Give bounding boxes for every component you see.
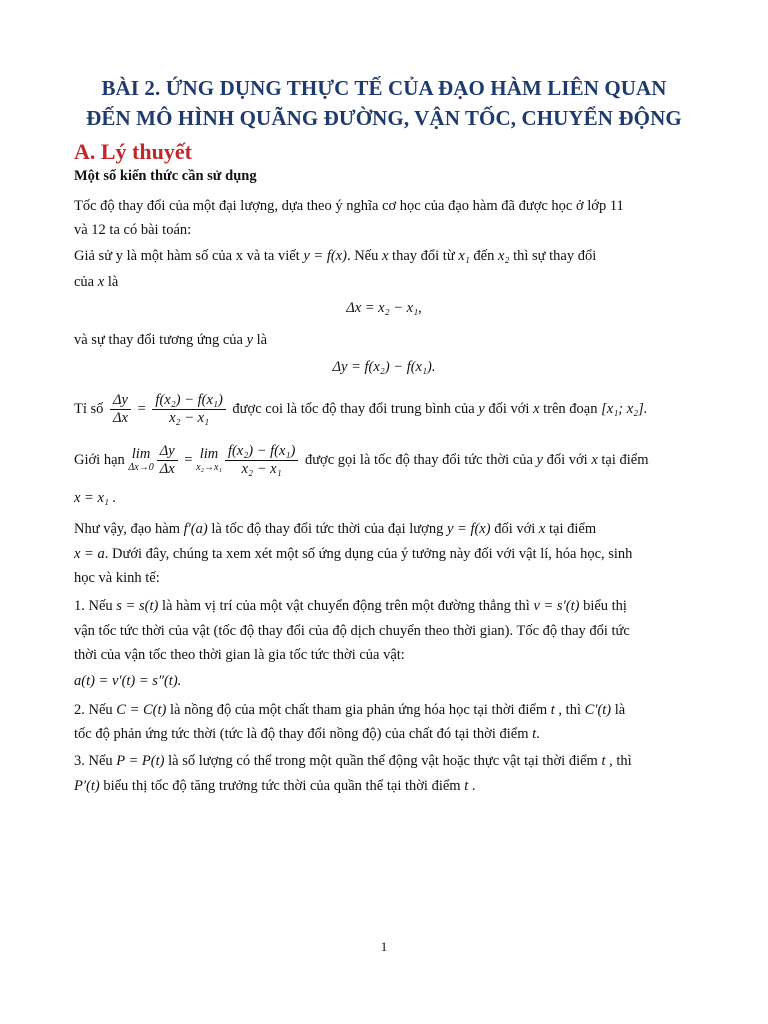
paragraph-3 — [74, 328, 714, 352]
text: 3. Nếu — [74, 753, 117, 769]
text: Như vậy, đạo hàm — [74, 521, 184, 537]
fraction — [152, 392, 225, 427]
math: t — [550, 702, 555, 718]
text: Giả sử y là một hàm số của x và ta viết — [74, 248, 304, 264]
math: y — [246, 332, 254, 348]
math: t — [601, 753, 606, 769]
text: Tỉ số — [74, 400, 108, 417]
item-1b: vận tốc tức thời của vật (tốc độ thay đổi của độ dịch chuyển theo thời gian). Tốc độ thay đổi tức — [74, 623, 630, 639]
text: trên đoạn — [539, 400, 602, 417]
text: của — [74, 274, 98, 290]
text: đối với — [542, 451, 592, 468]
text: tốc độ phản ứng tức thời (tức là độ thay đổi nồng độ) của chất đó tại thời điểm — [74, 726, 533, 742]
math: v = s′(t) — [533, 598, 580, 614]
section-heading: A. Lý thuyết — [74, 139, 192, 164]
text: là số lượng có thể trong một quần thể động vật hoặc thực vật tại thời điểm — [164, 753, 602, 769]
item-2b — [74, 722, 714, 746]
text: là — [104, 274, 119, 290]
text: biểu thị tốc độ tăng trưởng tức thời của quần thể tại thời điểm — [99, 778, 465, 794]
text: là tốc độ thay đổi tức thời của đại lượng — [207, 521, 447, 537]
page-number: 1 — [380, 939, 388, 954]
paragraph-6a — [74, 517, 714, 541]
text: 2. Nếu — [74, 702, 117, 718]
denominator: x₂ − x₁ — [241, 461, 282, 477]
title-line-2: ĐẾN MÔ HÌNH QUÃNG ĐƯỜNG, VẬN TỐC, CHUYỂN ĐỘNG — [86, 106, 682, 130]
math: y — [536, 451, 543, 468]
text: là hàm vị trí của một vật chuyển động trên một đường thẳng thì — [158, 598, 534, 614]
math: x — [97, 274, 105, 290]
math: C′(t) — [584, 702, 612, 718]
limit — [128, 447, 153, 475]
limit — [196, 447, 222, 475]
fraction — [157, 443, 178, 478]
item-3a — [74, 749, 714, 773]
math: t — [464, 778, 469, 794]
math: P′(t) — [74, 778, 100, 794]
text: đến — [469, 248, 498, 264]
item-3b — [74, 774, 714, 798]
text: thay đổi từ — [388, 248, 459, 264]
paragraph-2b — [74, 270, 714, 294]
fraction — [110, 392, 131, 427]
paragraph-6c: học và kinh tế: — [74, 570, 160, 586]
lim-text: lim — [131, 445, 151, 462]
numerator: f(x₂) − f(x₁) — [152, 392, 225, 410]
text: = — [180, 451, 197, 468]
text: . — [468, 778, 476, 794]
paragraph-2a — [74, 244, 714, 268]
math: s = s(t) — [116, 598, 159, 614]
lim-text: lim — [199, 445, 219, 462]
paragraph-6b — [74, 542, 714, 566]
numerator: Δy — [157, 443, 178, 461]
math: x₁ — [458, 248, 470, 264]
text: . Nếu — [346, 248, 382, 264]
text: được gọi là tốc độ thay đổi tức thời của — [301, 451, 537, 468]
text: là — [253, 332, 268, 348]
subheading: Một số kiến thức cần sử dụng — [74, 168, 257, 184]
math: x — [533, 400, 540, 417]
math: t — [532, 726, 537, 742]
paragraph-1b: và 12 ta có bài toán: — [74, 222, 192, 238]
text: = — [133, 400, 150, 417]
math: x — [591, 451, 598, 468]
denominator: x₂ − x₁ — [169, 410, 210, 426]
fraction — [225, 443, 298, 478]
equation-delta-x: Δx = x₂ − x₁, — [346, 300, 422, 316]
denominator: Δx — [159, 461, 175, 477]
math: x = a — [74, 546, 105, 562]
math: y = f(x) — [446, 521, 491, 537]
text: tại điểm — [597, 451, 649, 468]
text: biểu thị — [579, 598, 627, 614]
item-1c: thời của vận tốc theo thời gian là gia tốc tức thời của vật: — [74, 647, 405, 663]
item-2a — [74, 698, 714, 722]
numerator: Δy — [110, 392, 131, 410]
text: và sự thay đổi tương ứng của — [74, 332, 247, 348]
text: đối với — [490, 521, 539, 537]
title-line-1: BÀI 2. ỨNG DỤNG THỰC TẾ CỦA ĐẠO HÀM LIÊN QUAN — [101, 76, 667, 100]
math: x₂ — [497, 248, 510, 264]
text: được coi là tốc độ thay đổi trung bình của — [228, 400, 479, 417]
math: y = f(x) — [303, 248, 347, 264]
text: , thì — [554, 702, 585, 718]
text: là nồng độ của một chất tham gia phản ứng hóa học tại thời điểm — [166, 702, 551, 718]
equation-delta-y: Δy = f(x₂) − f(x₁). — [332, 359, 436, 375]
lim-under: Δx→0 — [128, 461, 154, 473]
math: C = C(t) — [116, 702, 167, 718]
math: f′(a) — [183, 521, 208, 537]
text: . — [536, 726, 540, 742]
paragraph-4 — [74, 392, 714, 427]
item-1d: a(t) = v′(t) = s″(t). — [74, 673, 182, 689]
text: thì sự thay đổi — [509, 248, 597, 264]
paragraph-5b: x = x₁ . — [74, 490, 117, 506]
numerator: f(x₂) − f(x₁) — [225, 443, 298, 461]
text: là — [611, 702, 626, 718]
text: đối với — [484, 400, 534, 417]
text: Giới hạn — [74, 451, 129, 468]
text: tại điểm — [545, 521, 597, 537]
text: . Dưới đây, chúng ta xem xét một số ứng dụng của ý tưởng này đối với vật lí, hóa học, sinh — [104, 546, 633, 562]
item-1a — [74, 594, 714, 618]
math: y — [478, 400, 485, 417]
math: x — [381, 248, 389, 264]
math: [x₁; x₂]. — [601, 400, 648, 417]
text: , thì — [605, 753, 632, 769]
paragraph-1a: Tốc độ thay đổi của một đại lượng, dựa theo ý nghĩa cơ học của đạo hàm đã được học ở lớp 11 — [74, 198, 624, 214]
math: P = P(t) — [116, 753, 165, 769]
paragraph-5 — [74, 443, 714, 478]
math: x — [538, 521, 546, 537]
denominator: Δx — [113, 410, 128, 426]
lim-under: x₂→x₁ — [196, 461, 222, 473]
text: 1. Nếu — [74, 598, 117, 614]
